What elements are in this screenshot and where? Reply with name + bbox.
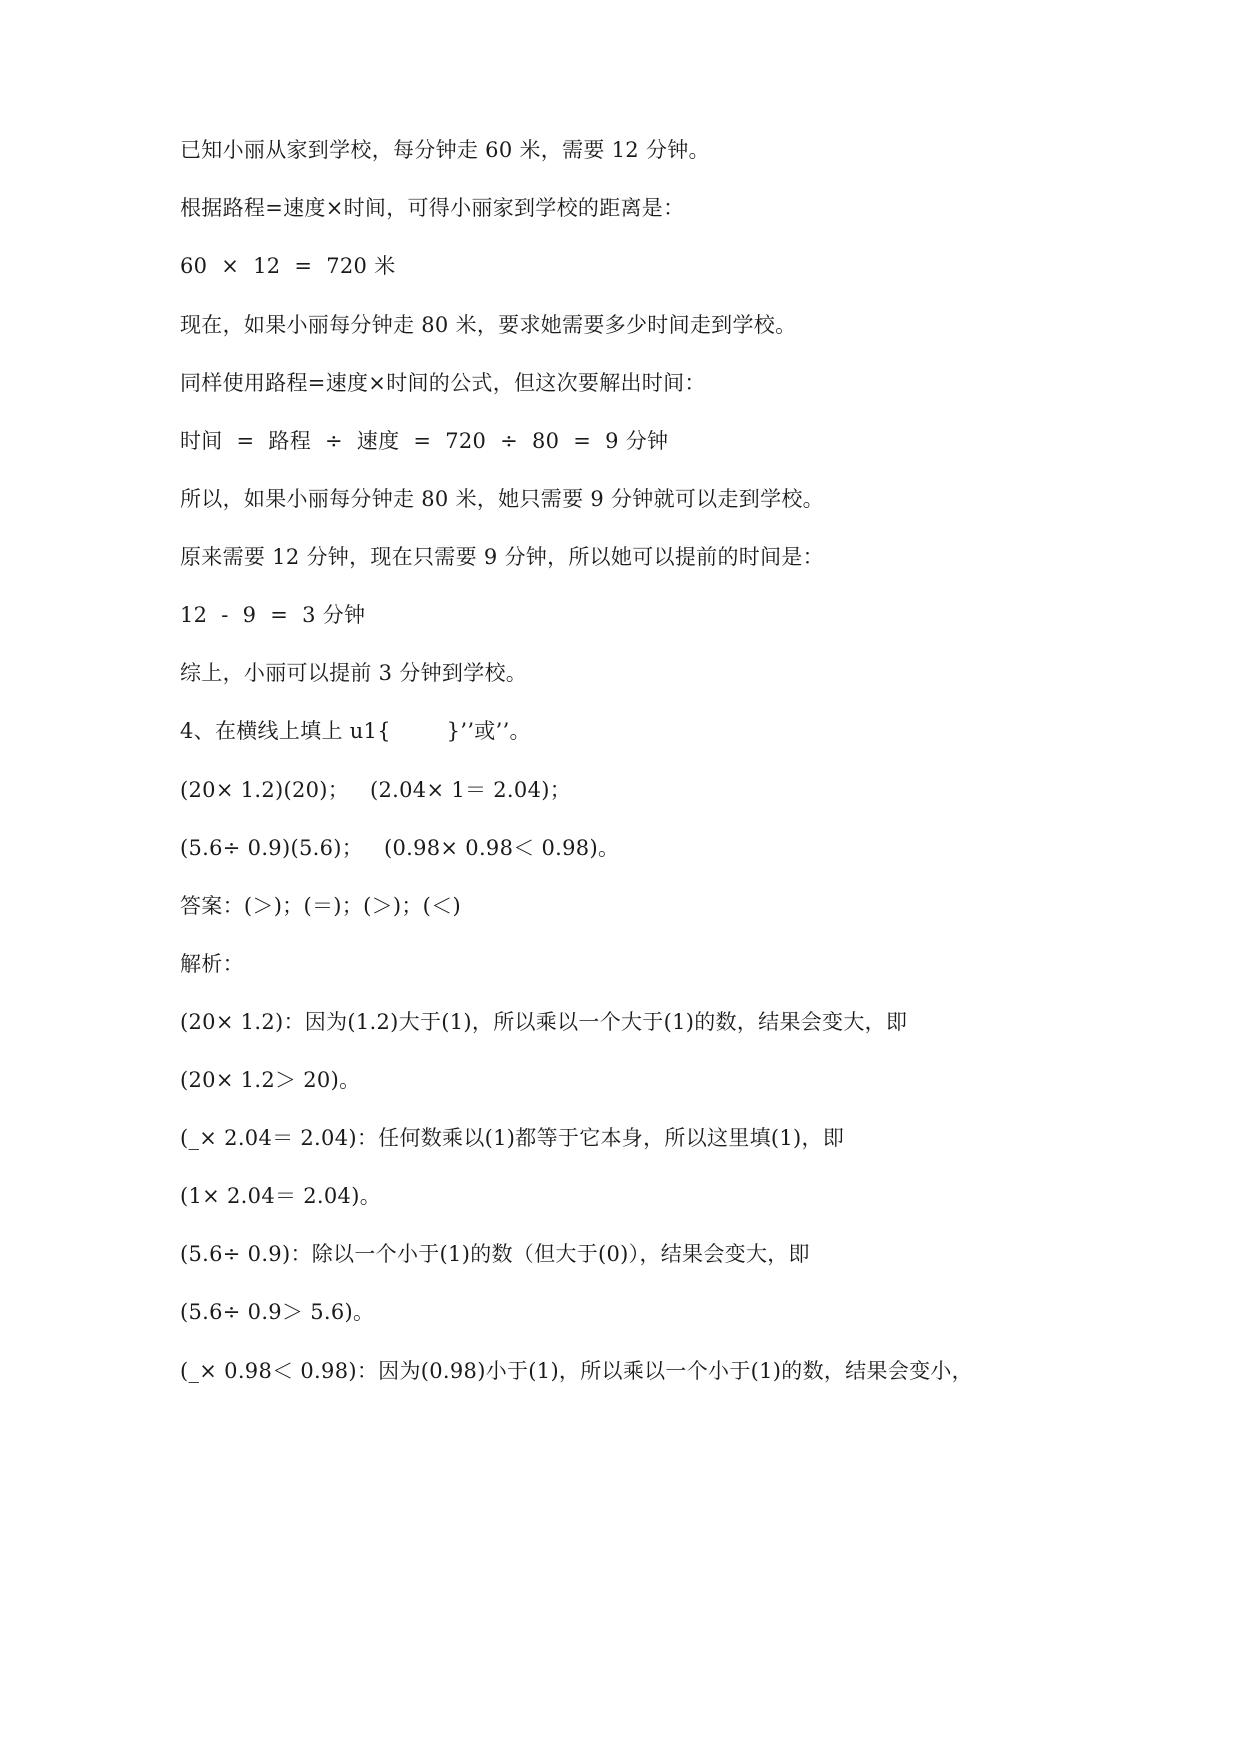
text-line-conclusion-time: 所以，如果小丽每分钟走 80 米，她只需要 9 分钟就可以走到学校。 [180,487,824,511]
analysis-line-7: (_× 0.98＜ 0.98)：因为(0.98)小于(1)，所以乘以一个小于(1)的数，结果会变小， [180,1359,973,1383]
equation-time: 时间 = 路程 ÷ 速度 = 720 ÷ 80 = 9 分钟 [180,429,669,453]
text-line-given: 已知小丽从家到学校，每分钟走 60 米，需要 12 分钟。 [180,138,710,162]
analysis-heading: 解析： [180,952,244,976]
analysis-line-3: (_× 2.04＝ 2.04)：任何数乘以(1)都等于它本身，所以这里填(1)，即 [180,1126,845,1150]
question-4-row-1: (20× 1.2)(20)； (2.04× 1＝ 2.04)； [180,778,572,802]
text-line-summary: 综上，小丽可以提前 3 分钟到学校。 [180,661,528,685]
analysis-line-6: (5.6÷ 0.9＞ 5.6)。 [180,1300,375,1324]
text-line-solve-time: 同样使用路程=速度×时间的公式，但这次要解出时间： [180,371,706,395]
equation-difference: 12 - 9 = 3 分钟 [180,603,366,627]
question-4-heading: 4、在横线上填上 u1{ }’’或’’。 [180,719,531,743]
text-line-formula-intro: 根据路程=速度×时间，可得小丽家到学校的距离是： [180,196,685,220]
analysis-line-1: (20× 1.2)：因为(1.2)大于(1)，所以乘以一个大于(1)的数，结果会变大，即 [180,1010,908,1034]
analysis-line-4: (1× 2.04＝ 2.04)。 [180,1184,382,1208]
analysis-line-5: (5.6÷ 0.9)：除以一个小于(1)的数（但大于(0)），结果会变大，即 [180,1242,810,1266]
text-line-question: 现在，如果小丽每分钟走 80 米，要求她需要多少时间走到学校。 [180,313,797,337]
analysis-line-2: (20× 1.2＞ 20)。 [180,1068,361,1092]
text-line-compare: 原来需要 12 分钟，现在只需要 9 分钟，所以她可以提前的时间是： [180,545,824,569]
question-4-row-2: (5.6÷ 0.9)(5.6)； (0.98× 0.98＜ 0.98)。 [180,836,620,860]
answer-line: 答案：(＞)；(＝)；(＞)；(＜) [180,894,461,918]
equation-distance: 60 × 12 = 720 米 [180,254,396,278]
